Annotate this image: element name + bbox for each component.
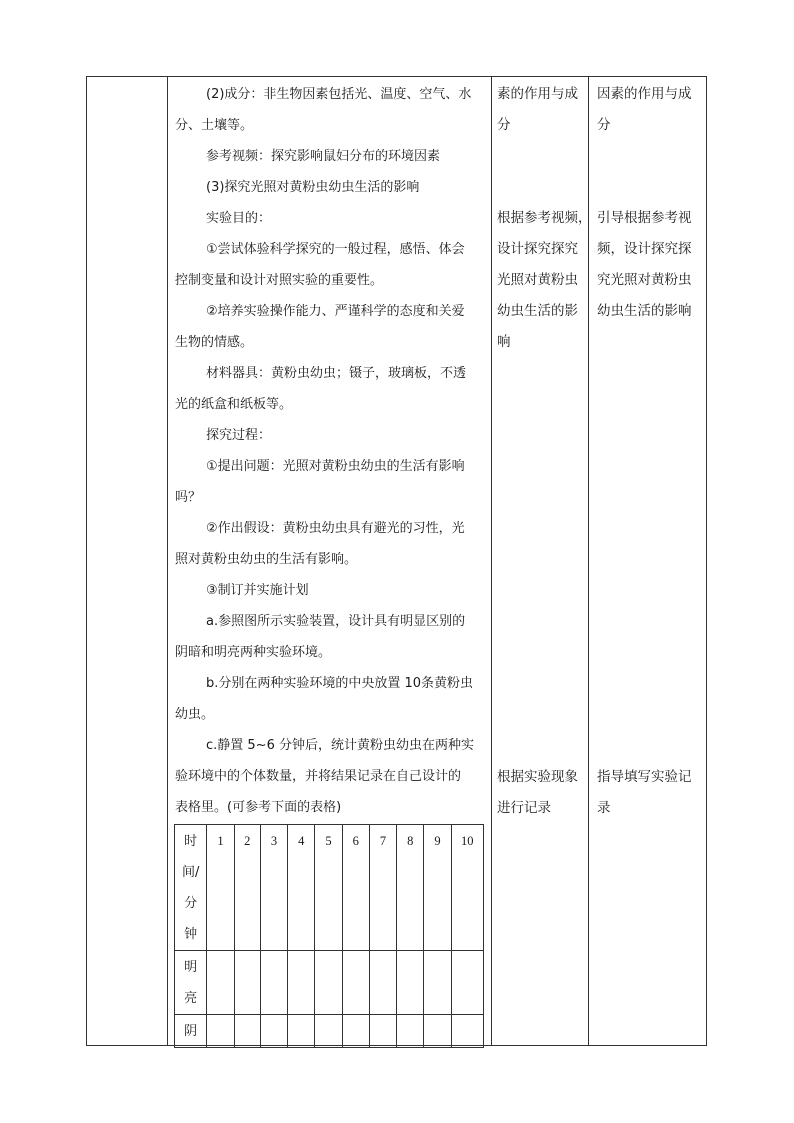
data-cell[interactable] [369, 1015, 396, 1048]
row-label-dark: 阴 [175, 1015, 207, 1048]
column-divider [167, 77, 168, 1045]
data-cell[interactable] [397, 951, 424, 1015]
data-cell[interactable] [342, 951, 369, 1015]
data-cell[interactable] [451, 951, 483, 1015]
teacher-text-line: 因素的作用与成 [597, 86, 692, 102]
data-cell[interactable] [260, 951, 287, 1015]
data-cell[interactable] [451, 1015, 483, 1048]
teacher-text-line: 指导填写实验记 [597, 769, 692, 785]
minute-cell: 4 [288, 825, 315, 951]
record-table [174, 824, 484, 1048]
data-cell[interactable] [234, 1015, 260, 1048]
data-cell[interactable] [260, 1015, 287, 1048]
minute-cell: 8 [397, 825, 424, 951]
content-line: b.分别在两种实验环境的中央放置 10条黄粉虫 [206, 676, 474, 691]
minute-cell: 10 [451, 825, 483, 951]
content-line: 参考视频：探究影响鼠妇分布的环境因素 [206, 149, 441, 164]
lesson-table [86, 76, 707, 1046]
minute-cell: 1 [207, 825, 234, 951]
minute-cell: 6 [342, 825, 369, 951]
data-cell[interactable] [234, 951, 260, 1015]
content-line: 阴暗和明亮两种实验环境。 [175, 645, 332, 660]
minute-cell: 2 [234, 825, 260, 951]
student-text-line: 设计探究探究 [497, 241, 578, 257]
content-line: 生物的情感。 [175, 335, 254, 350]
content-line: 光的纸盒和纸板等。 [175, 397, 293, 412]
row-label-bright: 明 亮 [175, 951, 207, 1015]
content-line: ③制订并实施计划 [206, 583, 309, 598]
data-cell[interactable] [207, 1015, 234, 1048]
student-text-line: 光照对黄粉虫 [497, 272, 578, 288]
data-cell[interactable] [288, 951, 315, 1015]
teacher-text-line: 录 [597, 800, 611, 816]
content-line: 探究过程： [206, 428, 272, 443]
student-text-line: 分 [497, 117, 511, 133]
minute-cell: 3 [260, 825, 287, 951]
data-cell[interactable] [207, 951, 234, 1015]
teacher-text-line: 频，设计探究探 [597, 241, 692, 257]
content-line: 分、土壤等。 [175, 118, 254, 133]
student-text-line: 幼虫生活的影 [497, 303, 578, 319]
content-line: (2)成分：非生物因素包括光、温度、空气、水 [206, 87, 472, 102]
content-line: ②作出假设：黄粉虫幼虫具有避光的习性，光 [206, 521, 465, 536]
teacher-text-line: 究光照对黄粉虫 [597, 272, 692, 288]
data-cell[interactable] [397, 1015, 424, 1048]
content-line: 照对黄粉虫幼虫的生活有影响。 [175, 552, 358, 567]
content-line: ②培养实验操作能力、严谨科学的态度和关爱 [206, 304, 465, 319]
data-cell[interactable] [315, 951, 342, 1015]
time-header-cell [175, 825, 207, 951]
data-cell[interactable] [424, 1015, 451, 1048]
content-line: 幼虫。 [175, 707, 215, 722]
minute-cell: 5 [315, 825, 342, 951]
data-cell[interactable] [315, 1015, 342, 1048]
content-line: 表格里。(可参考下面的表格) [175, 800, 342, 815]
student-text-line: 响 [497, 334, 511, 350]
teacher-text-line: 引导根据参考视 [597, 210, 692, 226]
content-line: 吗？ [175, 490, 202, 505]
content-line: ①尝试体验科学探究的一般过程，感悟、体会 [206, 242, 465, 257]
data-cell[interactable] [342, 1015, 369, 1048]
minute-cell: 9 [424, 825, 451, 951]
minute-cell: 7 [369, 825, 396, 951]
student-text-line: 进行记录 [497, 800, 551, 816]
content-line: ①提出问题：光照对黄粉虫幼虫的生活有影响 [206, 459, 465, 474]
content-line: 材料器具：黄粉虫幼虫；镊子，玻璃板，不透 [206, 366, 467, 381]
student-text-line: 根据参考视频， [497, 210, 592, 226]
data-cell[interactable] [288, 1015, 315, 1048]
time-header-label: 时 间/ 分 钟 [181, 834, 200, 942]
table-header-row [175, 825, 484, 951]
data-cell[interactable] [369, 951, 396, 1015]
content-line: (3)探究光照对黄粉虫幼虫生活的影响 [206, 180, 420, 195]
table-row-bright [175, 951, 484, 1015]
data-cell[interactable] [424, 951, 451, 1015]
student-text-line: 素的作用与成 [497, 86, 578, 102]
teacher-text-line: 分 [597, 117, 611, 133]
content-line: a.参照图所示实验装置，设计具有明显区别的 [206, 614, 466, 629]
teacher-text-line: 幼虫生活的影响 [597, 303, 692, 319]
table-row-dark [175, 1015, 484, 1048]
content-line: 控制变量和设计对照实验的重要性。 [175, 273, 384, 288]
content-line: 实验目的： [206, 211, 272, 226]
student-text-line: 根据实验现象 [497, 769, 578, 785]
column-divider [491, 77, 492, 1045]
content-line: c.静置 5~6 分钟后，统计黄粉虫幼虫在两种实 [206, 738, 474, 753]
content-line: 验环境中的个体数量，并将结果记录在自己设计的 [175, 769, 462, 784]
